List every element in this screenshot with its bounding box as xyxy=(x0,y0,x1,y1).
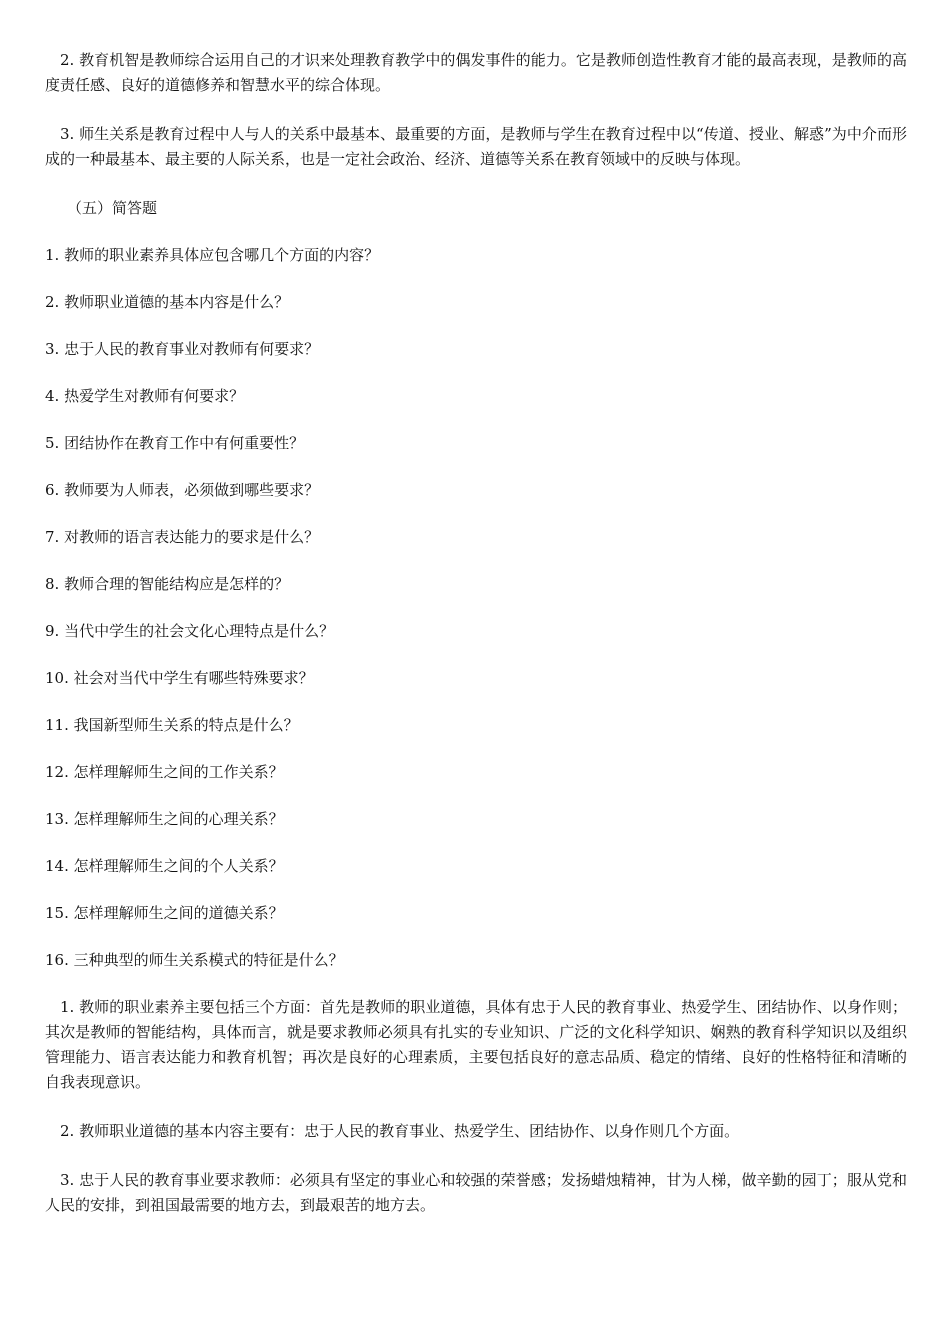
section-heading: （五）简答题 xyxy=(67,199,158,217)
question-item: 14. 怎样理解师生之间的个人关系？ xyxy=(45,857,284,875)
question-item: 2. 教师职业道德的基本内容是什么？ xyxy=(45,293,290,311)
question-item: 7. 对教师的语言表达能力的要求是什么？ xyxy=(45,528,320,546)
question-item: 4. 热爱学生对教师有何要求？ xyxy=(45,387,245,405)
question-item: 16. 三种典型的师生关系模式的特征是什么？ xyxy=(45,951,344,969)
answer-paragraph: 1. 教师的职业素养主要包括三个方面：首先是教师的职业道德，具体有忠于人民的教育事业、热爱学生、团结协作、以身作则；其次是教师的智能结构，具体而言，就是要求教师必须具有扎实的专业知识、广泛的文化科学知识、娴熟的教育科学知识以及组织管理能力、语言表达能力和教育机智；再次是良好的心理素质，主要包括良好的意志品质、稳定的情绪、良好的性格特征和清晰的自我表现意识。 xyxy=(45,998,907,1091)
question-item: 3. 忠于人民的教育事业对教师有何要求？ xyxy=(45,340,320,358)
question-item: 8. 教师合理的智能结构应是怎样的？ xyxy=(45,575,290,593)
question-item: 9. 当代中学生的社会文化心理特点是什么？ xyxy=(45,622,335,640)
answer-paragraph: 2. 教师职业道德的基本内容主要有：忠于人民的教育事业、热爱学生、团结协作、以身作则几个方面。 xyxy=(60,1122,740,1140)
answer-paragraph: 3. 忠于人民的教育事业要求教师：必须具有坚定的事业心和较强的荣誉感；发扬蜡烛精神，甘为人梯，做辛勤的园丁；服从党和人民的安排，到祖国最需要的地方去，到最艰苦的地方去。 xyxy=(45,1171,907,1214)
question-list xyxy=(45,243,907,973)
question-item: 1. 教师的职业素养具体应包含哪几个方面的内容？ xyxy=(45,246,380,264)
question-item: 10. 社会对当代中学生有哪些特殊要求？ xyxy=(45,669,314,687)
paragraph-definition-3: 3. 师生关系是教育过程中人与人的关系中最基本、最重要的方面，是教师与学生在教育过程中以“传道、授业、解惑”为中介而形成的一种最基本、最主要的人际关系，也是一定社会政治、经济、道德等关系在教育领域中的反映与体现。 xyxy=(45,125,907,168)
document-page xyxy=(45,48,907,1218)
question-item: 15. 怎样理解师生之间的道德关系？ xyxy=(45,904,284,922)
question-item: 13. 怎样理解师生之间的心理关系？ xyxy=(45,810,284,828)
question-item: 12. 怎样理解师生之间的工作关系？ xyxy=(45,763,284,781)
question-item: 11. 我国新型师生关系的特点是什么？ xyxy=(45,716,299,734)
question-item: 6. 教师要为人师表，必须做到哪些要求？ xyxy=(45,481,320,499)
question-item: 5. 团结协作在教育工作中有何重要性？ xyxy=(45,434,305,452)
paragraph-definition-2: 2. 教育机智是教师综合运用自己的才识来处理教育教学中的偶发事件的能力。它是教师创造性教育才能的最高表现，是教师的高度责任感、良好的道德修养和智慧水平的综合体现。 xyxy=(45,51,907,94)
answer-list xyxy=(45,995,907,1218)
